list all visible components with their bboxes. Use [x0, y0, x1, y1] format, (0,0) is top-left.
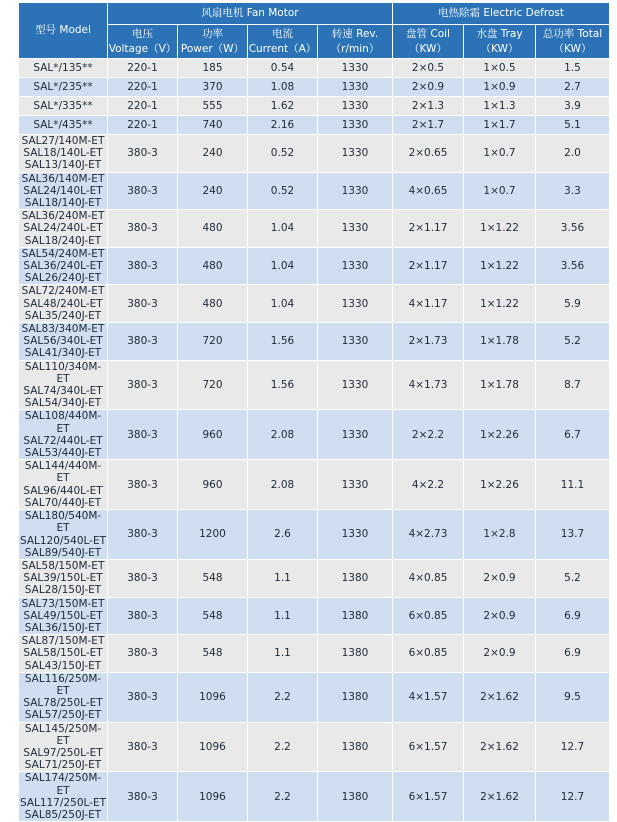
- header-voltage-line2: Voltage（V）: [108, 42, 177, 55]
- header-current-line1: 电流: [272, 27, 293, 40]
- voltage-cell: 380-3: [108, 672, 178, 722]
- header-total-line1: 总功率 Total: [542, 27, 603, 40]
- header-current-line2: Current（A）: [248, 42, 317, 55]
- coil-cell: 6×1.57: [393, 722, 464, 772]
- model-cell: SAL*/435**: [19, 116, 108, 135]
- current-cell: 2.2: [248, 722, 318, 772]
- coil-cell: 4×2.2: [393, 460, 464, 510]
- coil-cell: 2×1.7: [393, 116, 464, 135]
- coil-cell: 6×0.85: [393, 635, 464, 673]
- model-cell: SAL73/150M-ET SAL49/150L-ET SAL36/150J-ET: [19, 597, 108, 635]
- table-row: [19, 247, 610, 285]
- table-row: [19, 116, 610, 135]
- coil-cell: 4×2.73: [393, 510, 464, 560]
- header-row-group: [19, 3, 610, 25]
- table-body: [19, 59, 610, 822]
- power-cell: 720: [178, 360, 248, 410]
- table-row: [19, 410, 610, 460]
- table-row: [19, 210, 610, 248]
- power-cell: 1200: [178, 510, 248, 560]
- header-tray: [464, 25, 536, 59]
- current-cell: 0.52: [248, 172, 318, 210]
- voltage-cell: 380-3: [108, 285, 178, 323]
- voltage-cell: 380-3: [108, 722, 178, 772]
- current-cell: 0.52: [248, 135, 318, 173]
- header-tray-line2: （KW）: [480, 42, 519, 55]
- table-row: [19, 597, 610, 635]
- table-row: [19, 285, 610, 323]
- header-fan-motor: 风扇电机 Fan Motor: [108, 3, 393, 25]
- rev-cell: 1380: [318, 672, 393, 722]
- coil-cell: 4×1.73: [393, 360, 464, 410]
- total-cell: 9.5: [536, 672, 610, 722]
- tray-cell: 1×0.5: [464, 59, 536, 78]
- total-cell: 6.9: [536, 635, 610, 673]
- table-row: [19, 635, 610, 673]
- total-cell: 2.7: [536, 78, 610, 97]
- model-cell: SAL27/140M-ET SAL18/140L-ET SAL13/140J-ET: [19, 135, 108, 173]
- total-cell: 1.5: [536, 59, 610, 78]
- model-cell: SAL83/340M-ET SAL56/340L-ET SAL41/340J-ET: [19, 323, 108, 361]
- current-cell: 2.2: [248, 672, 318, 722]
- table-row: [19, 172, 610, 210]
- voltage-cell: 380-3: [108, 460, 178, 510]
- coil-cell: 2×0.9: [393, 78, 464, 97]
- coil-cell: 4×1.57: [393, 672, 464, 722]
- coil-cell: 2×1.73: [393, 323, 464, 361]
- rev-cell: 1380: [318, 559, 393, 597]
- rev-cell: 1380: [318, 772, 393, 822]
- spec-table: [18, 2, 610, 822]
- total-cell: 6.7: [536, 410, 610, 460]
- table-row: [19, 78, 610, 97]
- coil-cell: 4×1.17: [393, 285, 464, 323]
- header-power: [178, 25, 248, 59]
- current-cell: 1.04: [248, 210, 318, 248]
- rev-cell: 1330: [318, 410, 393, 460]
- tray-cell: 1×1.78: [464, 360, 536, 410]
- model-cell: SAL108/440M-ET SAL72/440L-ET SAL53/440J-ET: [19, 410, 108, 460]
- total-cell: 3.56: [536, 210, 610, 248]
- coil-cell: 4×0.85: [393, 559, 464, 597]
- rev-cell: 1330: [318, 285, 393, 323]
- tray-cell: 2×0.9: [464, 597, 536, 635]
- header-power-line2: Power（W）: [180, 42, 245, 55]
- voltage-cell: 220-1: [108, 97, 178, 116]
- header-voltage-line1: 电压: [132, 27, 153, 40]
- header-voltage: [108, 25, 178, 59]
- tray-cell: 2×0.9: [464, 559, 536, 597]
- rev-cell: 1330: [318, 247, 393, 285]
- current-cell: 1.04: [248, 285, 318, 323]
- current-cell: 1.56: [248, 323, 318, 361]
- voltage-cell: 380-3: [108, 247, 178, 285]
- tray-cell: 2×1.62: [464, 772, 536, 822]
- tray-cell: 1×0.7: [464, 135, 536, 173]
- voltage-cell: 380-3: [108, 510, 178, 560]
- model-cell: SAL145/250M-ET SAL97/250L-ET SAL71/250J-ET: [19, 722, 108, 772]
- model-cell: SAL*/135**: [19, 59, 108, 78]
- tray-cell: 2×0.9: [464, 635, 536, 673]
- current-cell: 1.1: [248, 635, 318, 673]
- power-cell: 240: [178, 172, 248, 210]
- current-cell: 1.62: [248, 97, 318, 116]
- header-total-line2: （KW）: [553, 42, 592, 55]
- header-coil: [393, 25, 464, 59]
- model-cell: SAL*/235**: [19, 78, 108, 97]
- total-cell: 8.7: [536, 360, 610, 410]
- coil-cell: 2×1.3: [393, 97, 464, 116]
- model-cell: SAL54/240M-ET SAL36/240L-ET SAL26/240J-ET: [19, 247, 108, 285]
- voltage-cell: 380-3: [108, 635, 178, 673]
- power-cell: 960: [178, 460, 248, 510]
- power-cell: 548: [178, 559, 248, 597]
- rev-cell: 1330: [318, 172, 393, 210]
- current-cell: 1.56: [248, 360, 318, 410]
- table-row: [19, 672, 610, 722]
- current-cell: 2.08: [248, 460, 318, 510]
- rev-cell: 1330: [318, 59, 393, 78]
- header-rev: [318, 25, 393, 59]
- current-cell: 2.6: [248, 510, 318, 560]
- total-cell: 5.2: [536, 559, 610, 597]
- table-row: [19, 460, 610, 510]
- total-cell: 2.0: [536, 135, 610, 173]
- rev-cell: 1330: [318, 323, 393, 361]
- rev-cell: 1330: [318, 97, 393, 116]
- voltage-cell: 380-3: [108, 559, 178, 597]
- current-cell: 1.08: [248, 78, 318, 97]
- voltage-cell: 380-3: [108, 135, 178, 173]
- coil-cell: 2×1.17: [393, 210, 464, 248]
- coil-cell: 6×1.57: [393, 772, 464, 822]
- total-cell: 5.2: [536, 323, 610, 361]
- total-cell: 6.9: [536, 597, 610, 635]
- tray-cell: 1×1.22: [464, 247, 536, 285]
- model-cell: SAL180/540M-ET SAL120/540L-ET SAL89/540J-ET: [19, 510, 106, 559]
- total-cell: 12.7: [536, 722, 610, 772]
- rev-cell: 1330: [318, 360, 393, 410]
- power-cell: 1096: [178, 672, 248, 722]
- model-cell: SAL36/240M-ET SAL24/240L-ET SAL18/240J-ET: [19, 210, 108, 248]
- total-cell: 3.56: [536, 247, 610, 285]
- voltage-cell: 380-3: [108, 360, 178, 410]
- coil-cell: 6×0.85: [393, 597, 464, 635]
- voltage-cell: 380-3: [108, 172, 178, 210]
- total-cell: 13.7: [536, 510, 610, 560]
- voltage-cell: 220-1: [108, 116, 178, 135]
- current-cell: 2.08: [248, 410, 318, 460]
- power-cell: 480: [178, 247, 248, 285]
- voltage-cell: 380-3: [108, 210, 178, 248]
- current-cell: 1.04: [248, 247, 318, 285]
- current-cell: 2.2: [248, 772, 318, 822]
- total-cell: 3.3: [536, 172, 610, 210]
- rev-cell: 1330: [318, 116, 393, 135]
- total-cell: 12.7: [536, 772, 610, 822]
- coil-cell: 2×0.65: [393, 135, 464, 173]
- model-cell: SAL72/240M-ET SAL48/240L-ET SAL35/240J-ET: [19, 285, 108, 323]
- power-cell: 370: [178, 78, 248, 97]
- tray-cell: 1×2.26: [464, 410, 536, 460]
- header-model: 型号 Model: [19, 3, 108, 59]
- power-cell: 720: [178, 323, 248, 361]
- voltage-cell: 380-3: [108, 772, 178, 822]
- power-cell: 960: [178, 410, 248, 460]
- model-cell: SAL116/250M-ET SAL78/250L-ET SAL57/250J-ET: [19, 672, 108, 722]
- coil-cell: 2×2.2: [393, 410, 464, 460]
- rev-cell: 1330: [318, 135, 393, 173]
- power-cell: 240: [178, 135, 248, 173]
- total-cell: 5.1: [536, 116, 610, 135]
- table-row: [19, 323, 610, 361]
- power-cell: 480: [178, 210, 248, 248]
- coil-cell: 2×0.5: [393, 59, 464, 78]
- current-cell: 2.16: [248, 116, 318, 135]
- table-row: [19, 59, 610, 78]
- power-cell: 185: [178, 59, 248, 78]
- power-cell: 555: [178, 97, 248, 116]
- header-electric-defrost: 电热除霜 Electric Defrost: [393, 3, 610, 25]
- tray-cell: 1×1.78: [464, 323, 536, 361]
- tray-cell: 1×2.26: [464, 460, 536, 510]
- voltage-cell: 380-3: [108, 597, 178, 635]
- rev-cell: 1330: [318, 460, 393, 510]
- rev-cell: 1330: [318, 78, 393, 97]
- table-row: [19, 135, 610, 173]
- voltage-cell: 380-3: [108, 410, 178, 460]
- tray-cell: 2×1.62: [464, 672, 536, 722]
- tray-cell: 1×1.22: [464, 285, 536, 323]
- tray-cell: 2×1.62: [464, 722, 536, 772]
- rev-cell: 1380: [318, 597, 393, 635]
- power-cell: 1096: [178, 772, 248, 822]
- table-row: [19, 772, 610, 822]
- table-row: [19, 97, 610, 116]
- table-row: [19, 559, 610, 597]
- header-row-columns: [19, 25, 610, 59]
- current-cell: 1.1: [248, 559, 318, 597]
- power-cell: 548: [178, 597, 248, 635]
- model-cell: SAL*/335**: [19, 97, 108, 116]
- voltage-cell: 220-1: [108, 59, 178, 78]
- tray-cell: 1×2.8: [464, 510, 536, 560]
- tray-cell: 1×0.9: [464, 78, 536, 97]
- coil-cell: 4×0.65: [393, 172, 464, 210]
- tray-cell: 1×1.22: [464, 210, 536, 248]
- header-tray-line1: 水盘 Tray: [476, 27, 523, 40]
- current-cell: 0.54: [248, 59, 318, 78]
- header-total: [536, 25, 610, 59]
- table-row: [19, 360, 610, 410]
- model-cell: SAL58/150M-ET SAL39/150L-ET SAL28/150J-ET: [19, 559, 108, 597]
- model-cell: SAL87/150M-ET SAL58/150L-ET SAL43/150J-ET: [19, 635, 108, 673]
- header-coil-line1: 盘管 Coil: [406, 27, 450, 40]
- header-power-line1: 功率: [202, 27, 223, 40]
- table-header: [19, 3, 610, 59]
- rev-cell: 1380: [318, 722, 393, 772]
- coil-cell: 2×1.17: [393, 247, 464, 285]
- rev-cell: 1330: [318, 210, 393, 248]
- power-cell: 1096: [178, 722, 248, 772]
- tray-cell: 1×1.3: [464, 97, 536, 116]
- rev-cell: 1330: [318, 510, 393, 560]
- header-current: [248, 25, 318, 59]
- power-cell: 548: [178, 635, 248, 673]
- model-cell: SAL144/440M-ET SAL96/440L-ET SAL70/440J-ET: [19, 460, 108, 510]
- header-coil-line2: （KW）: [409, 42, 447, 55]
- header-rev-line1: 转速 Rev.: [331, 27, 379, 40]
- tray-cell: 1×0.7: [464, 172, 536, 210]
- table-row: [19, 510, 610, 560]
- power-cell: 740: [178, 116, 248, 135]
- model-cell: SAL110/340M-ET SAL74/340L-ET SAL54/340J-ET: [19, 360, 108, 410]
- header-rev-line2: （r/min）: [330, 42, 380, 55]
- power-cell: 480: [178, 285, 248, 323]
- total-cell: 5.9: [536, 285, 610, 323]
- current-cell: 1.1: [248, 597, 318, 635]
- rev-cell: 1380: [318, 635, 393, 673]
- voltage-cell: 220-1: [108, 78, 178, 97]
- voltage-cell: 380-3: [108, 323, 178, 361]
- total-cell: 11.1: [536, 460, 610, 510]
- model-cell: SAL174/250M-ET SAL117/250L-ET SAL85/250J-ET: [19, 772, 106, 821]
- total-cell: 3.9: [536, 97, 610, 116]
- tray-cell: 1×1.7: [464, 116, 536, 135]
- model-cell: SAL36/140M-ET SAL24/140L-ET SAL18/140J-ET: [19, 172, 108, 210]
